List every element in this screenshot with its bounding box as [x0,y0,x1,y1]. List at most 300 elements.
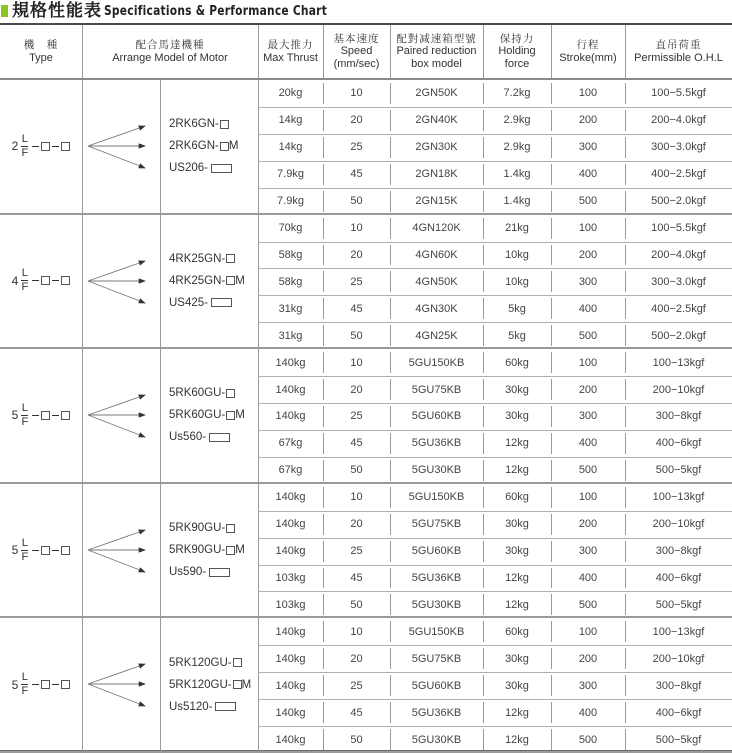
cell-divider [625,245,626,266]
header-motor [82,25,258,78]
cell-divider [390,379,391,400]
cell-thrust: 140kg [275,733,306,746]
branch-arrows-icon [82,215,160,349]
cell-ohl: 100−5.5kgf [651,87,706,100]
type-lower: F [21,550,29,563]
placeholder-box-icon [41,411,50,420]
cell-divider [390,110,391,131]
cell-ohl: 300−8kgf [655,679,702,692]
cell-divider [323,729,324,750]
cell-gearbox: 5GU30KB [411,464,462,477]
placeholder-box-icon [61,142,70,151]
cell-divider [390,271,391,292]
cell-divider [551,621,552,642]
type-lf-fraction [21,134,28,159]
placeholder-box-icon [41,546,50,555]
cell-stroke: 100 [578,491,598,504]
cell-gearbox: 2GN18K [415,168,458,181]
placeholder-wide-box-icon [209,433,230,442]
arrow-down [88,415,145,437]
header-gearbox-en2: box model [411,57,462,70]
cell-stroke: 300 [578,545,598,558]
cell-divider [625,729,626,750]
header-type-en: Type [29,51,53,64]
cell-divider [483,514,484,535]
table-row [258,268,732,295]
arrow-cell [82,349,160,482]
motor-model-suffix: M [241,678,252,691]
placeholder-box-icon [61,546,70,555]
cell-holding: 12kg [505,598,529,611]
cell-ohl: 500−5kgf [655,598,702,611]
cell-ohl: 300−8kgf [655,545,702,558]
cell-divider [625,164,626,185]
cell-thrust: 103kg [275,598,306,611]
cell-thrust: 140kg [275,410,306,423]
placeholder-box-icon [41,276,50,285]
placeholder-wide-box-icon [209,568,230,577]
type-cell [0,484,82,617]
cell-divider [390,648,391,669]
cell-speed: 45 [350,571,363,584]
placeholder-box-icon [226,276,235,285]
cell-stroke: 200 [578,383,598,396]
cell-ohl: 400−2.5kgf [651,168,706,181]
cell-divider [625,460,626,481]
cell-holding: 30kg [505,679,529,692]
cell-divider [551,406,552,427]
placeholder-box-icon [61,411,70,420]
cell-speed: 50 [350,464,363,477]
cell-thrust: 140kg [275,625,306,638]
cell-divider [323,487,324,508]
cell-thrust: 67kg [278,437,303,450]
type-prefix: 5 [11,677,19,692]
cell-divider [390,325,391,346]
placeholder-wide-box-icon [215,702,236,711]
cell-divider [551,164,552,185]
cell-gearbox: 5GU30KB [411,598,462,611]
cell-stroke: 500 [578,733,598,746]
type-prefix: 2 [11,139,19,154]
cell-speed: 50 [350,195,363,208]
cell-divider [625,379,626,400]
table-row [258,295,732,322]
cell-holding: 5kg [508,329,526,342]
header-motor-en: Arrange Model of Motor [112,51,228,64]
cell-gearbox: 2GN15K [415,195,458,208]
cell-speed: 10 [350,491,363,504]
cell-divider [390,352,391,373]
cell-stroke: 400 [578,437,598,450]
cell-stroke: 100 [578,222,598,235]
cell-holding: 30kg [505,518,529,531]
cell-divider [551,271,552,292]
cell-divider [625,675,626,696]
cell-divider [390,406,391,427]
motor-models [160,618,258,751]
type-upper: L [21,536,28,549]
cell-divider [323,568,324,589]
cell-stroke: 500 [578,329,598,342]
cell-divider [390,675,391,696]
cell-divider [390,568,391,589]
header-divider [390,25,391,78]
motor-model [169,270,258,292]
cell-divider [551,245,552,266]
cell-speed: 45 [350,437,363,450]
cell-stroke: 300 [578,410,598,423]
placeholder-wide-box-icon [211,164,232,173]
cell-holding: 21kg [505,222,529,235]
placeholder-box-icon [226,524,235,533]
motor-model-label: 5RK60GU- [169,387,226,400]
cell-stroke: 500 [578,195,598,208]
cell-divider [625,352,626,373]
cell-divider [625,541,626,562]
arrow-up [88,664,145,684]
cell-holding: 5kg [508,302,526,315]
cell-gearbox: 5GU60KB [411,545,462,558]
cell-divider [625,137,626,158]
cell-divider [483,406,484,427]
motor-model [169,652,258,674]
cell-divider [483,702,484,723]
cell-gearbox: 5GU150KB [408,625,465,638]
cell-holding: 30kg [505,652,529,665]
cell-ohl: 200−10kgf [652,652,705,665]
motor-model-suffix: M [235,409,245,422]
cell-divider [625,325,626,346]
arrow-down [88,684,145,706]
header-thrust [258,25,323,78]
cell-divider [483,379,484,400]
cell-divider [323,675,324,696]
table-row [258,645,732,672]
cell-divider [390,594,391,615]
type-lower: F [21,415,29,428]
motor-model-label: Us590- [169,566,207,579]
arrow-down [88,550,145,572]
type-cell [0,349,82,482]
dash [52,280,59,281]
cell-holding: 30kg [505,383,529,396]
model-group [0,618,732,753]
header-thrust-cn: 最大推力 [267,39,314,51]
cell-divider [483,245,484,266]
cell-divider [323,298,324,319]
cell-divider [483,137,484,158]
arrow-down [88,281,145,303]
cell-divider [323,352,324,373]
dash [52,415,59,416]
cell-thrust: 14kg [278,114,303,127]
motor-model [169,539,258,561]
header-ohl [625,25,732,78]
cell-holding: 2.9kg [503,141,531,154]
motor-model-label: 4RK25GN- [169,274,226,287]
table-row [258,107,732,134]
header-type-cn: 機 種 [23,39,59,51]
cell-gearbox: 5GU75KB [411,383,462,396]
cell-speed: 20 [350,114,363,127]
placeholder-box-icon [61,276,70,285]
cell-divider [483,298,484,319]
cell-divider [483,83,484,104]
cell-speed: 20 [350,652,363,665]
cell-ohl: 500−5kgf [655,733,702,746]
cell-stroke: 100 [578,625,598,638]
table-row [258,161,732,188]
table-row [258,484,732,511]
cell-thrust: 7.9kg [277,168,304,181]
dash [52,684,59,685]
motor-models [160,80,258,213]
cell-divider [390,514,391,535]
cell-holding: 30kg [505,545,529,558]
model-group [0,80,732,215]
header-stroke-en: Stroke(mm) [559,51,617,64]
cell-thrust: 58kg [278,275,303,288]
cell-speed: 25 [350,410,363,423]
cell-divider [625,433,626,454]
cell-holding: 12kg [505,706,529,719]
header-divider [82,25,83,78]
dash [52,146,59,147]
cell-divider [625,621,626,642]
title-english: Specifications & Performance Chart [104,4,328,19]
header-speed [323,25,390,78]
cell-speed: 25 [350,141,363,154]
cell-divider [625,702,626,723]
table-row [258,242,732,269]
cell-thrust: 140kg [275,706,306,719]
motor-model-label: 5RK90GU- [169,544,226,557]
motor-model-label: Us5120- [169,700,213,713]
cell-divider [625,271,626,292]
motor-models [160,349,258,482]
header-ohl-en: Permissible O.H.L [634,51,723,64]
header-ohl-cn: 直吊荷重 [655,39,702,51]
cell-speed: 50 [350,733,363,746]
cell-speed: 25 [350,275,363,288]
table-row [258,215,732,242]
placeholder-box-icon [61,680,70,689]
type-cell [0,215,82,348]
cell-gearbox: 4GN25K [415,329,458,342]
dash [32,684,39,685]
cell-ohl: 100−13kgf [652,625,705,638]
cell-divider [483,352,484,373]
table-row [258,565,732,592]
cell-divider [625,568,626,589]
cell-holding: 2.9kg [503,114,531,127]
cell-speed: 45 [350,302,363,315]
type-lf-fraction [21,268,28,293]
cell-divider [483,621,484,642]
placeholder-box-icon [226,411,235,420]
cell-divider [483,164,484,185]
cell-ohl: 100−13kgf [652,356,705,369]
cell-gearbox: 5GU60KB [411,679,462,692]
motor-model [169,135,258,157]
motor-model-label: Us560- [169,431,207,444]
table-row [258,699,732,726]
cell-gearbox: 5GU75KB [411,518,462,531]
cell-stroke: 100 [578,87,598,100]
title-accent-mark [1,5,8,17]
cell-divider [390,218,391,239]
cell-thrust: 140kg [275,679,306,692]
cell-stroke: 300 [578,141,598,154]
placeholder-box-icon [233,680,242,689]
cell-stroke: 400 [578,706,598,719]
cell-holding: 7.2kg [503,87,531,100]
cell-divider [323,406,324,427]
motor-model-label: 5RK90GU- [169,522,226,535]
type-upper: L [21,401,28,414]
cell-gearbox: 5GU150KB [408,491,465,504]
type-prefix: 5 [11,543,19,558]
cell-speed: 25 [350,545,363,558]
type-upper: L [21,267,28,280]
motor-model [169,674,258,696]
cell-divider [323,433,324,454]
cell-divider [390,729,391,750]
cell-gearbox: 5GU75KB [411,652,462,665]
cell-divider [483,460,484,481]
cell-stroke: 200 [578,652,598,665]
arrow-up [88,261,145,281]
cell-thrust: 140kg [275,652,306,665]
table-row [258,376,732,403]
motor-models [160,484,258,617]
cell-speed: 45 [350,168,363,181]
cell-divider [390,298,391,319]
header-stroke-cn: 行程 [576,39,600,51]
cell-ohl: 100−13kgf [652,491,705,504]
motor-model [169,157,258,179]
cell-speed: 10 [350,625,363,638]
header-motor-cn: 配合馬達機種 [135,39,205,51]
cell-thrust: 58kg [278,248,303,261]
cell-stroke: 300 [578,275,598,288]
header-holding-en: Holding [498,45,536,58]
cell-gearbox: 4GN120K [412,222,461,235]
cell-ohl: 500−5kgf [655,464,702,477]
cell-divider [551,487,552,508]
header-speed-en: Speed [340,45,373,58]
title-chinese: 規格性能表 [12,1,102,21]
motor-model-label: 5RK120GU- [169,656,232,669]
cell-gearbox: 4GN30K [415,302,458,315]
table-header [0,25,732,80]
motor-model [169,426,258,448]
placeholder-wide-box-icon [211,298,232,307]
arrow-cell [82,215,160,348]
cell-divider [625,218,626,239]
motor-model-label: 4RK25GN- [169,252,226,265]
cell-ohl: 400−6kgf [655,571,702,584]
cell-divider [323,271,324,292]
cell-divider [323,594,324,615]
cell-stroke: 500 [578,464,598,477]
cell-ohl: 300−3.0kgf [651,275,706,288]
motor-model-suffix: M [228,140,239,153]
cell-divider [390,191,391,212]
motor-model [169,292,258,314]
header-gearbox [390,25,483,78]
cell-divider [551,325,552,346]
table-row [258,538,732,565]
cell-divider [390,164,391,185]
cell-speed: 10 [350,222,363,235]
placeholder-box-icon [233,658,242,667]
placeholder-box-icon [220,120,229,129]
type-code [12,538,71,563]
table-row [258,672,732,699]
cell-speed: 45 [350,706,363,719]
cell-stroke: 400 [578,168,598,181]
cell-divider [483,675,484,696]
cell-thrust: 140kg [275,518,306,531]
cell-stroke: 200 [578,248,598,261]
cell-holding: 12kg [505,733,529,746]
cell-divider [551,191,552,212]
cell-divider [390,245,391,266]
cell-divider [323,325,324,346]
motor-model [169,113,258,135]
cell-divider [625,110,626,131]
cell-gearbox: 4GN60K [415,248,458,261]
dash [32,280,39,281]
cell-ohl: 400−2.5kgf [651,302,706,315]
table-row [258,349,732,376]
type-code [12,672,71,697]
header-holding-cn: 保持力 [499,32,535,45]
motor-model [169,517,258,539]
cell-divider [323,83,324,104]
arrow-up [88,126,145,146]
cell-thrust: 14kg [278,141,303,154]
header-divider [258,25,259,78]
cell-ohl: 200−10kgf [652,383,705,396]
table-row [258,80,732,107]
cell-divider [625,298,626,319]
placeholder-box-icon [220,142,229,151]
arrow-cell [82,618,160,751]
cell-holding: 60kg [505,625,529,638]
cell-holding: 12kg [505,437,529,450]
cell-stroke: 300 [578,679,598,692]
table-row [258,134,732,161]
header-speed-cn: 基本速度 [333,32,380,45]
arrow-down [88,146,145,168]
cell-holding: 30kg [505,410,529,423]
cell-divider [323,621,324,642]
type-code [12,268,71,293]
cell-ohl: 300−3.0kgf [651,141,706,154]
cell-gearbox: 2GN40K [415,114,458,127]
cell-divider [390,487,391,508]
cell-divider [323,191,324,212]
dash [32,550,39,551]
table-row [258,188,732,215]
cell-holding: 10kg [505,248,529,261]
cell-divider [625,514,626,535]
cell-divider [323,702,324,723]
cell-speed: 20 [350,383,363,396]
